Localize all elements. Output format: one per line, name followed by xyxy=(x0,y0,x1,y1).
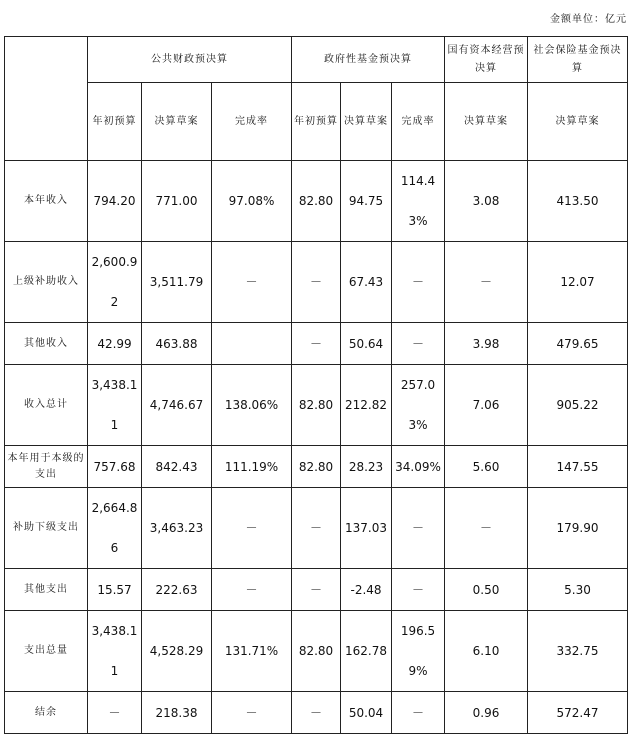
data-cell: 5.60 xyxy=(445,446,528,488)
data-cell: 572.47 xyxy=(528,692,628,734)
data-cell: 94.75 xyxy=(341,161,392,242)
data-cell: － xyxy=(392,323,445,365)
subheader-cell: 年初预算 xyxy=(292,83,341,161)
header-row-2 xyxy=(5,83,628,161)
data-cell: 7.06 xyxy=(445,365,528,446)
data-cell: － xyxy=(292,692,341,734)
data-cell: 3,438.11 xyxy=(88,611,142,692)
data-cell: 12.07 xyxy=(528,242,628,323)
data-cell: 138.06% xyxy=(212,365,292,446)
data-cell: 3,463.23 xyxy=(142,488,212,569)
data-cell: 5.30 xyxy=(528,569,628,611)
data-cell: － xyxy=(445,242,528,323)
data-cell: － xyxy=(292,488,341,569)
data-cell: 757.68 xyxy=(88,446,142,488)
data-cell: 3,511.79 xyxy=(142,242,212,323)
data-cell: － xyxy=(212,242,292,323)
table-row xyxy=(5,161,628,242)
data-cell: 479.65 xyxy=(528,323,628,365)
data-cell: 28.23 xyxy=(341,446,392,488)
table-row xyxy=(5,446,628,488)
data-cell: 222.63 xyxy=(142,569,212,611)
data-cell: 2,664.86 xyxy=(88,488,142,569)
data-cell: 794.20 xyxy=(88,161,142,242)
subheader-cell: 决算草案 xyxy=(445,83,528,161)
data-cell: － xyxy=(392,488,445,569)
data-cell: － xyxy=(392,242,445,323)
data-cell: 905.22 xyxy=(528,365,628,446)
data-cell: 196.59% xyxy=(392,611,445,692)
row-label: 其他收入 xyxy=(5,323,88,365)
data-cell: 0.50 xyxy=(445,569,528,611)
data-cell: 82.80 xyxy=(292,161,341,242)
unit-note: 金额单位：亿元 xyxy=(550,14,627,25)
data-cell: 111.19% xyxy=(212,446,292,488)
header-public-finance: 公共财政预决算 xyxy=(88,37,292,83)
table-row xyxy=(5,488,628,569)
data-cell xyxy=(212,323,292,365)
data-cell: 50.64 xyxy=(341,323,392,365)
data-cell: 3,438.11 xyxy=(88,365,142,446)
row-label: 本年用于本级的支出 xyxy=(5,446,88,488)
row-label: 补助下级支出 xyxy=(5,488,88,569)
corner-cell xyxy=(5,37,88,161)
data-cell: 137.03 xyxy=(341,488,392,569)
data-cell: 131.71% xyxy=(212,611,292,692)
data-cell: 6.10 xyxy=(445,611,528,692)
data-cell: 179.90 xyxy=(528,488,628,569)
subheader-cell: 完成率 xyxy=(392,83,445,161)
data-cell: 332.75 xyxy=(528,611,628,692)
row-label: 本年收入 xyxy=(5,161,88,242)
header-government-fund: 政府性基金预决算 xyxy=(292,37,445,83)
data-cell: -2.48 xyxy=(341,569,392,611)
data-cell: － xyxy=(88,692,142,734)
data-cell: － xyxy=(392,692,445,734)
data-cell: 15.57 xyxy=(88,569,142,611)
data-cell: － xyxy=(212,692,292,734)
table-row xyxy=(5,365,628,446)
subheader-cell: 决算草案 xyxy=(528,83,628,161)
row-label: 收入总计 xyxy=(5,365,88,446)
data-cell: 50.04 xyxy=(341,692,392,734)
data-cell: 3.98 xyxy=(445,323,528,365)
data-cell: 212.82 xyxy=(341,365,392,446)
data-cell: － xyxy=(292,323,341,365)
data-cell: 34.09% xyxy=(392,446,445,488)
data-cell: 82.80 xyxy=(292,365,341,446)
data-cell: － xyxy=(392,569,445,611)
data-cell: 147.55 xyxy=(528,446,628,488)
table-row xyxy=(5,569,628,611)
data-cell: 413.50 xyxy=(528,161,628,242)
row-label: 支出总量 xyxy=(5,611,88,692)
data-cell: 4,746.67 xyxy=(142,365,212,446)
table-row xyxy=(5,323,628,365)
data-cell: 0.96 xyxy=(445,692,528,734)
table-body xyxy=(5,161,628,734)
data-cell: － xyxy=(292,242,341,323)
row-label: 结余 xyxy=(5,692,88,734)
data-cell: 257.03% xyxy=(392,365,445,446)
data-cell: － xyxy=(212,488,292,569)
data-cell: － xyxy=(212,569,292,611)
data-cell: 97.08% xyxy=(212,161,292,242)
data-cell: 82.80 xyxy=(292,446,341,488)
data-cell: 162.78 xyxy=(341,611,392,692)
subheader-cell: 决算草案 xyxy=(142,83,212,161)
data-cell: 463.88 xyxy=(142,323,212,365)
data-cell: 82.80 xyxy=(292,611,341,692)
subheader-cell: 决算草案 xyxy=(341,83,392,161)
data-cell: 771.00 xyxy=(142,161,212,242)
table-row xyxy=(5,692,628,734)
data-cell: 3.08 xyxy=(445,161,528,242)
header-state-capital: 国有资本经营预决算 xyxy=(445,37,528,83)
subheader-cell: 完成率 xyxy=(212,83,292,161)
budget-table xyxy=(4,36,628,734)
data-cell: － xyxy=(292,569,341,611)
data-cell: 2,600.92 xyxy=(88,242,142,323)
data-cell: 4,528.29 xyxy=(142,611,212,692)
data-cell: － xyxy=(445,488,528,569)
row-label: 上级补助收入 xyxy=(5,242,88,323)
data-cell: 842.43 xyxy=(142,446,212,488)
header-row-1 xyxy=(5,37,628,83)
table-row xyxy=(5,242,628,323)
table-row xyxy=(5,611,628,692)
subheader-cell: 年初预算 xyxy=(88,83,142,161)
header-social-insurance: 社会保险基金预决算 xyxy=(528,37,628,83)
row-label: 其他支出 xyxy=(5,569,88,611)
data-cell: 42.99 xyxy=(88,323,142,365)
data-cell: 67.43 xyxy=(341,242,392,323)
data-cell: 114.43% xyxy=(392,161,445,242)
data-cell: 218.38 xyxy=(142,692,212,734)
